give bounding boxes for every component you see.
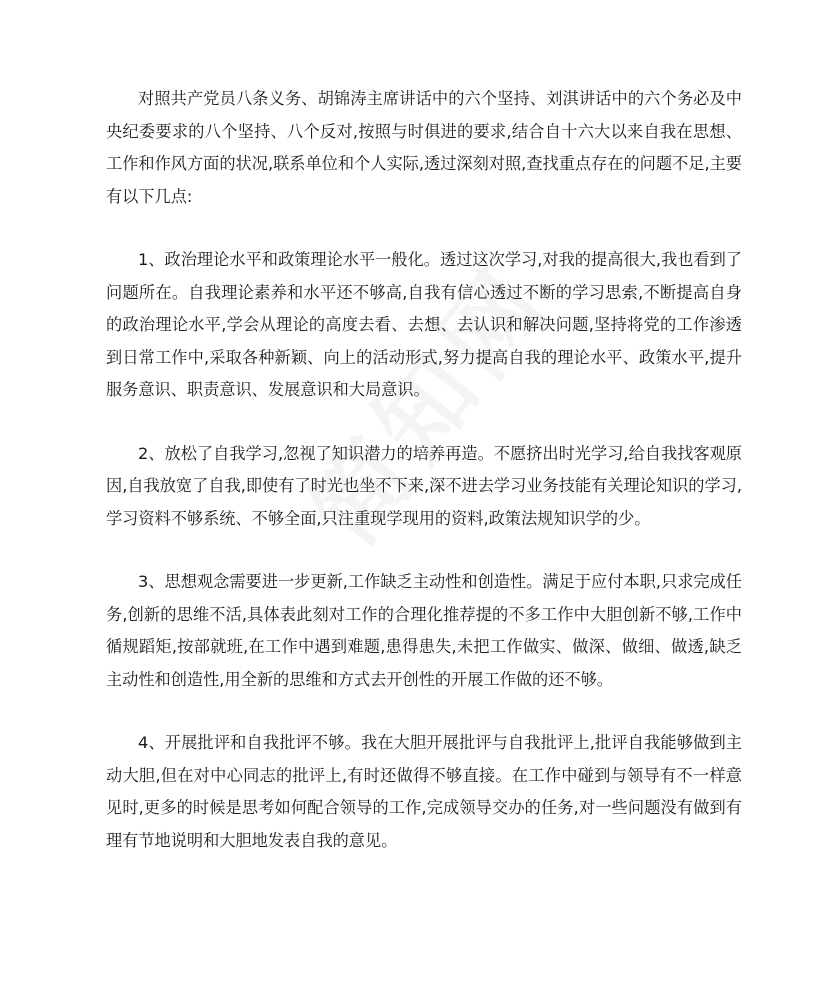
- paragraph-spacer: [106, 696, 742, 727]
- intro-paragraph: 对照共产党员八条义务、胡锦涛主席讲话中的六个坚持、刘淇讲话中的六个务必及中央纪委要求的八个坚持、八个反对,按照与时俱进的要求,结合自十六大以来自我在思想、工作和作风方面的状况,联系单位和个人实际,透过深刻对照,查找重点存在的问题不足,主要有以下几点:: [106, 89, 742, 206]
- point-3-paragraph: 3、思想观念需要进一步更新,工作缺乏主动性和创造性。满足于应付本职,只求完成任务,创新的思维不活,具体表此刻对工作的合理化推荐提的不多工作中大胆创新不够,工作中循规蹈矩,按部就班,在工作中遇到难题,患得患失,未把工作做实、做深、做细、做透,缺乏主动性和创造性,用全新的思维和方式去开创性的开展工作做的还不够。: [106, 572, 742, 689]
- point-4-paragraph: 4、开展批评和自我批评不够。我在大胆开展批评与自我批评上,批评自我能够做到主动大胆,但在对中心同志的批评上,有时还做得不够直接。在工作中碰到与领导有不一样意见时,更多的时候是思考如何配合领导的工作,完成领导交办的任务,对一些问题没有做到有理有节地说明和大胆地发表自我的意见。: [106, 733, 742, 850]
- paragraph-spacer: [106, 407, 742, 438]
- paragraph-spacer: [106, 213, 742, 244]
- point-2-paragraph: 2、放松了自我学习,忽视了知识潜力的培养再造。不愿挤出时光学习,给自我找客观原因,自我放宽了自我,即使有了时光也坐不下来,深不进去学习业务技能有关理论知识的学习,学习资料不够系统、不够全面,只注重现学现用的资料,政策法规知识学的少。: [106, 443, 742, 528]
- document-body: [106, 83, 742, 857]
- paragraph-spacer: [106, 535, 742, 566]
- point-1-paragraph: 1、政治理论水平和政策理论水平一般化。透过这次学习,对我的提高很大,我也看到了问题所在。自我理论素养和水平还不够高,自我有信心透过不断的学习思索,不断提高自身的政治理论水平,学会从理论的高度去看、去想、去认识和解决问题,坚持将党的工作渗透到日常工作中,采取各种新颖、向上的活动形式,努力提高自我的理论水平、政策水平,提升服务意识、职责意识、发展意识和大局意识。: [106, 250, 742, 399]
